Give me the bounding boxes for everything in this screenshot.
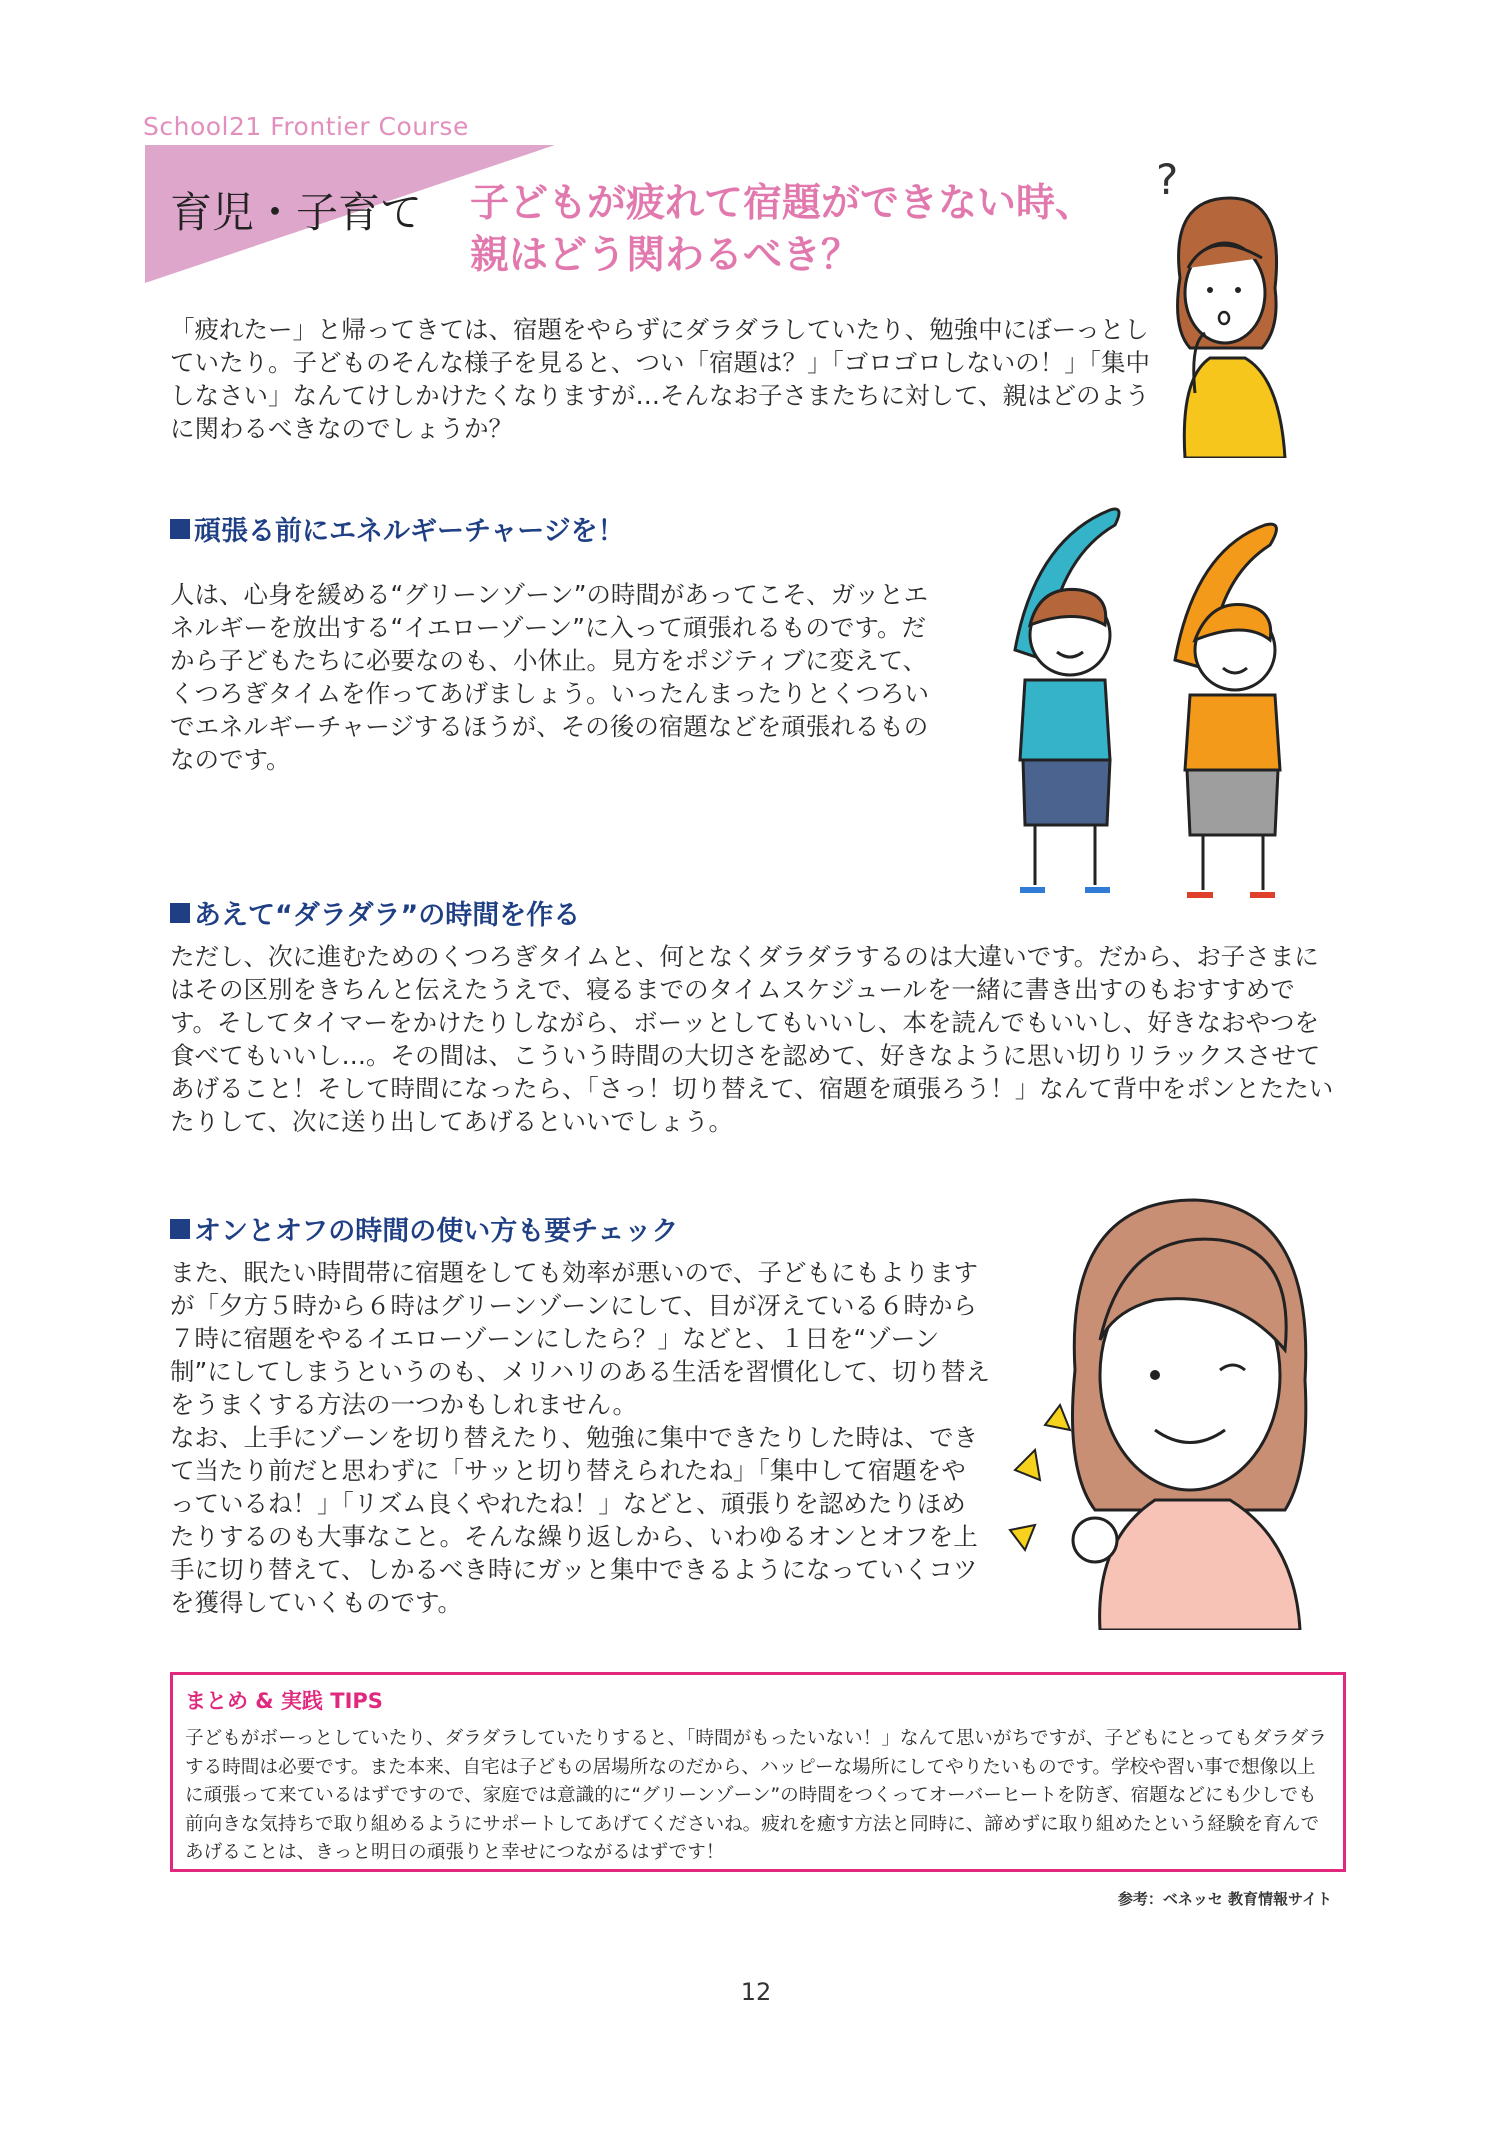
section-heading-onoff: オンとオフの時間の使い方も要チェック bbox=[170, 1209, 678, 1248]
section-heading-energy: 頑張る前にエネルギーチャージを！ bbox=[170, 509, 625, 548]
svg-text:?: ? bbox=[1156, 158, 1179, 204]
section-body-onoff bbox=[170, 1256, 990, 1619]
stretching-kids-icon bbox=[945, 500, 1335, 910]
square-bullet-icon bbox=[170, 519, 190, 539]
page-title bbox=[470, 178, 1170, 282]
page-title-line1: 子どもが疲れて宿題ができない時、 bbox=[470, 181, 1095, 226]
section-heading-dara: あえて“ダラダラ”の時間を作る bbox=[170, 893, 580, 932]
thinking-woman-icon bbox=[1150, 158, 1290, 458]
square-bullet-icon bbox=[170, 903, 190, 923]
section-body-dara: ただし、次に進むためのくつろぎタイムと、何となくダラダラするのは大違いです。だから、お子さまにはその区別をきちんと伝えたうえで、寝るまでのタイムスケジュールを一緒に書き出すのもおすすめです。そしてタイマーをかけたりしながら、ボーッとしてもいいし、本を読んでもいいし、好きなおやつを食べてもいいし…。その間は、こういう時間の大切さを認めて、好きなように思い切りリラックスさせてあげること！そして時間になったら、「さっ！切り替えて、宿題を頑張ろう！」なんて背中をポンとたたいたりして、次に送り出してあげるといいでしょう。 bbox=[170, 942, 1334, 1136]
page-title-line2: 親はどう関わるべき？ bbox=[470, 233, 861, 278]
smiling-woman-icon bbox=[1005, 1180, 1335, 1630]
tips-box bbox=[170, 1672, 1346, 1872]
section-body-onoff-p2: なお、上手にゾーンを切り替えたり、勉強に集中できたりした時は、できて当たり前だと思わずに「サッと切り替えられたね」「集中して宿題をやっているね！」「リズム良くやれたね！」などと、頑張りを認めたりほめたりするのも大事なこと。そんな繰り返しから、いわゆるオンとオフを上手に切り替えて、しかるべき時にガッと集中できるようになっていくコツを獲得していくものです。 bbox=[170, 1423, 979, 1617]
tips-title: まとめ & 実践 TIPS bbox=[185, 1689, 383, 1713]
page-number: 12 bbox=[740, 1978, 772, 2006]
reference-note: 参考：ベネッセ 教育情報サイト bbox=[1117, 1890, 1332, 1908]
section-body-onoff-p1: また、眠たい時間帯に宿題をしても効率が悪いので、子どもにもよりますが「夕方５時から６時はグリーンゾーンにして、目が冴えている６時から７時に宿題をやるイエローゾーンにしたら？」などと、１日を“ゾーン制”にしてしまうというのも、メリハリのある生活を習慣化して、切り替えをうまくする方法の一つかもしれません。 bbox=[170, 1258, 990, 1419]
section-body-energy: 人は、心身を緩める“グリーンゾーン”の時間があってこそ、ガッとエネルギーを放出する“イエローゾーン”に入って頑張れるものです。だから子どもたちに必要なのも、小休止。見方をポジティブに変えて、くつろぎタイムを作ってあげましょう。いったんまったりとくつろいでエネルギーチャージするほうが、その後の宿題などを頑張れるものなのです。 bbox=[170, 580, 930, 774]
tips-body: 子どもがボーっとしていたり、ダラダラしていたりすると、「時間がもったいない！」なんて思いがちですが、子どもにとってもダラダラする時間は必要です。また本来、自宅は子どもの居場所なのだから、ハッピーな場所にしてやりたいものです。学校や習い事で想像以上に頑張って来ているはずですので、家庭では意識的に“グリーンゾーン”の時間をつくってオーバーヒートを防ぎ、宿題などにも少しでも前向きな気持ちで取り組めるようにサポートしてあげてくださいね。疲れを癒す方法と同時に、諦めずに取り組めたという経験を育んであげることは、きっと明日の頑張りと幸せにつながるはずです！ bbox=[185, 1728, 1327, 1863]
square-bullet-icon bbox=[170, 1219, 190, 1239]
category-label: 育児・子育て bbox=[170, 188, 423, 237]
intro-text: 「疲れたー」と帰ってきては、宿題をやらずにダラダラしていたり、勉強中にぼーっとしていたり。子どものそんな様子を見ると、つい「宿題は？」「ゴロゴロしないの！」「集中しなさい」なんてけしかけたくなりますが…そんなお子さまたちに対して、親はどのように関わるべきなのでしょうか？ bbox=[170, 315, 1150, 443]
course-name: School21 Frontier Course bbox=[143, 112, 469, 141]
